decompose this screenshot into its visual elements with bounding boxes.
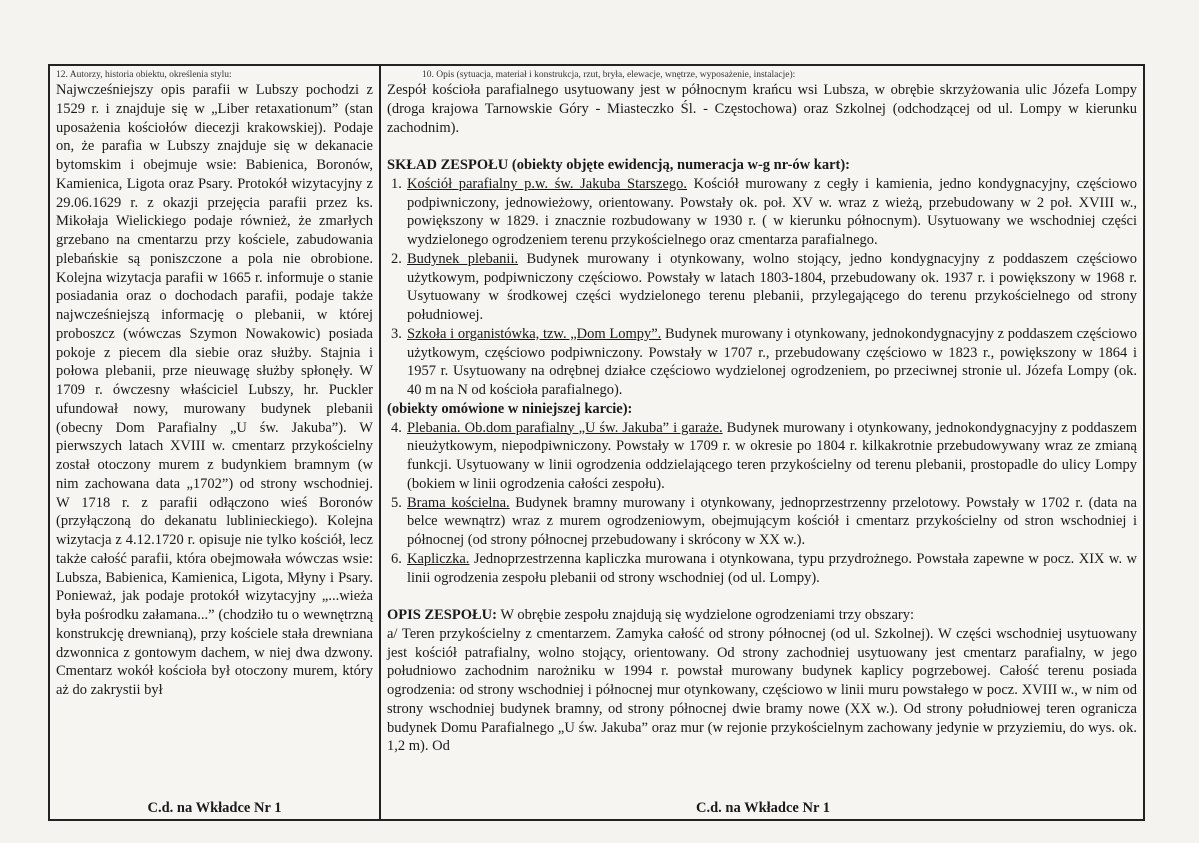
object-description: Budynek murowany i otynkowany, jednokondygnacyjny z poddaszem częściowo użytkowym, częściowo podpiwniczony. Powstały w 1707 r., przebudowany częściowo w 1823 r., powiększony w 1864 i 1957 r. Usytuowany na odrębnej działce częściowo wydzielonej ogrodzeniem, po przeciwnej stronie ul. Józefa Lompy (ok. 40 m na N od kościoła parafialnego). bbox=[407, 325, 1137, 398]
object-description: Budynek bramny murowany i otynkowany, jednoprzestrzenny przelotowy. Powstały w 1702 r. (data na belce wewnątrz) wraz z murem ogrodzeniowym, obejmującym kościół i cmentarz przykościelny od stron wschodniej i północnej (od strony północnej przebudowany i skrócony w XX w.). bbox=[407, 494, 1137, 548]
object-description: Budynek murowany i otynkowany, wolno stojący, jedno kondygnacyjny z poddaszem częściowo użytkowym, podpiwniczony częściowo. Powstały w latach 1803-1804, przebudowany ok. 1937 r. i powiększony w 1968 r. Usytuowany w środkowej części wydzielonego terenu plebanii, przylegającego do terenu przykościelnego od strony południowej. bbox=[407, 250, 1137, 323]
object-number: 6. bbox=[391, 550, 402, 567]
objects-list-b bbox=[387, 419, 1137, 588]
section-12-header: 12. Autorzy, historia obiektu, określenia stylu: bbox=[56, 70, 232, 80]
object-item bbox=[387, 175, 1137, 250]
object-item bbox=[387, 250, 1137, 325]
history-text: Najwcześniejszy opis parafii w Lubszy pochodzi z 1529 r. i znajduje się w „Liber retaxationum” (stan uposażenia kościołów diecezji krakowskiej). Podaje on, że parafia w Lubszy znajduje się w dekanacie bytomskim i obejmuje wsie: Babienica, Boronów, Kamienica, Ligota oraz Psary. Protokół wizytacyjny z 29.06.1629 r. z okazji przejęcia parafii przez ks. Mikołaja Wielickiego podaje również, że zmarłych grzebano na cmentarzu przy kościele, zabudowania plebańskie są poniszczone a pola nie obrobione. Kolejna wizytacja parafii w 1665 r. informuje o stanie posiadania oraz o dochodach parafii, podaje także najwcześniejszą informację o plebanii, w której proboszcz (wówczas Szymon Nowakowic) posiada pokoje z piecem dla siebie oraz służby. Stajnia i połowa plebanii, prze nieuwagę służby spłonęły. W 1709 r. ówczesny właściciel Lubszy, hr. Puckler ufundował nowy, murowany budynek plebanii (obecny Dom Parafialny „U św. Jakuba”). W pierwszych latach XVIII w. cmentarz przykościelny został otoczony murem z budynkiem bramnym (w nim zachowana data „1702”) od strony wschodniej. W 1718 r. z parafii odłączono wieś Boronów (przyłączoną do dekanatu lublinieckiego). Kolejna wizytacja z 4.12.1720 r. opisuje nie tylko kościół, lecz także całość parafii, która obejmowała wówczas wsie: Lubsza, Babienica, Kamienica, Ligota, Młyny i Psary. Ponieważ, jak podaje protokół wizytacyjny „...wieża była pośrodku załamana...” (chodziło tu o wewnętrzną konstrukcję drewnianą), przy kościele stała drewniana dzwonnica z gontowym dachem, w niej dwa dzwony. Cmentarz wokół kościoła był otoczony murem, który aż do zakrystii był bbox=[56, 82, 373, 698]
opis-body: a/ Teren przykościelny z cmentarzem. Zamyka całość od strony północnej (od ul. Szkolnej). W części wschodniej usytuowany jest kościół patrafialny, wolno stojący, orientowany. Od strony zachodniej usytuowany jest cmentarz parafialny, w jego południowo zachodnim narożniku w 1994 r. powstał murowany budynek kaplicy pogrzebowej. Całość terenu posiada ogrodzenia: od strony wschodniej i północnej mur otynkowany, częściowo w linii muru powstałego w pocz. XVIII w., w nim od strony wschodniej budynek bramny, od strony północnej dwie bramy nowe (XX w.). Od strony południowej teren ogranicza budynek Domu Parafialnego „U św. Jakuba” oraz mur (w rejonie przykościelnym zachowany jedynie w przyziemiu, do wys. ok. 1,2 m). Od bbox=[387, 625, 1137, 755]
object-title: Szkoła i organistówka, tzw. „Dom Lompy”. bbox=[407, 325, 662, 342]
object-description: Budynek murowany i otynkowany, jednokondygnacyjny z poddaszem nieużytkowym, niepodpiwniczony. Powstały w 1709 r. w okresie po 1804 r. kilkakrotnie przebudowywany wraz ze zmianą funkcji. Usytuowany w linii ogrodzenia oddzielającego teren przykościelny od terenu plebanii, prostopadle do ulicy Lompy (bokiem w linii ogrodzenia całości zespołu). bbox=[407, 419, 1137, 492]
history-continuation-note: C.d. na Wkładce Nr 1 bbox=[147, 800, 282, 816]
description-continuation-note: C.d. na Wkładce Nr 1 bbox=[695, 800, 830, 816]
object-item bbox=[387, 550, 1137, 588]
object-title: Kościół parafialny p.w. św. Jakuba Starszego. bbox=[407, 175, 688, 192]
object-description: Jednoprzestrzenna kapliczka murowana i otynkowana, typu przydrożnego. Powstała zapewne w pocz. XIX w. w linii ogrodzenia zespołu plebanii od strony wschodniej (od ul. Lompy). bbox=[407, 550, 1137, 586]
objects-list-a bbox=[387, 175, 1137, 400]
object-number: 4. bbox=[391, 419, 402, 436]
omowione-heading: (obiekty omówione w niniejszej karcie): bbox=[387, 400, 633, 417]
object-description: Kościół murowany z cegły i kamienia, jedno kondygnacyjny, częściowo podpiwniczony, jednowieżowy, orientowany. Powstały ok. poł. XV w. wraz z wieżą, przebudowany w 2 poł. XVIII w., powiększony w 1829. i znacznie rozbudowany w 1930 r. ( w kierunku północnym). Usytuowany we wschodniej części wydzielonego ogrodzeniem terenu przykościelnego oraz cmentarza parafialnego. bbox=[407, 175, 1137, 248]
object-title: Kapliczka. bbox=[407, 550, 470, 567]
opis-line bbox=[387, 606, 1137, 625]
history-column bbox=[50, 66, 379, 819]
object-number: 5. bbox=[391, 494, 402, 511]
object-number: 2. bbox=[391, 250, 402, 267]
object-item bbox=[387, 325, 1137, 400]
object-title: Plebania. Ob.dom parafialny „U św. Jakuba” i garaże. bbox=[407, 419, 723, 436]
opis-lead: W obrębie zespołu znajdują się wydzielone ogrodzeniami trzy obszary: bbox=[496, 607, 914, 623]
sklad-heading: SKŁAD ZESPOŁU (obiekty objęte ewidencją, numeracja w-g nr-ów kart): bbox=[387, 157, 851, 173]
document-form bbox=[48, 64, 1145, 821]
object-title: Budynek plebanii. bbox=[407, 250, 519, 267]
object-item bbox=[387, 419, 1137, 494]
description-column bbox=[381, 66, 1145, 819]
object-number: 1. bbox=[391, 175, 402, 192]
opis-heading: OPIS ZESPOŁU: bbox=[387, 607, 497, 623]
object-number: 3. bbox=[391, 325, 402, 342]
object-title: Brama kościelna. bbox=[407, 494, 510, 511]
section-10-header: 10. Opis (sytuacja, materiał i konstrukcja, rzut, bryła, elewacje, wnętrze, wyposażenie, instalacje): bbox=[422, 70, 796, 80]
object-item bbox=[387, 494, 1137, 550]
intro-text: Zespół kościoła parafialnego usytuowany jest w północnym krańcu wsi Lubsza, w obrębie skrzyżowania ulic Józefa Lompy (droga krajowa Tarnowskie Góry - Miasteczko Śl. - Częstochowa) oraz Szkolnej (odchodzącej od ul. Lompy w kierunku zachodnim). bbox=[387, 82, 1137, 136]
